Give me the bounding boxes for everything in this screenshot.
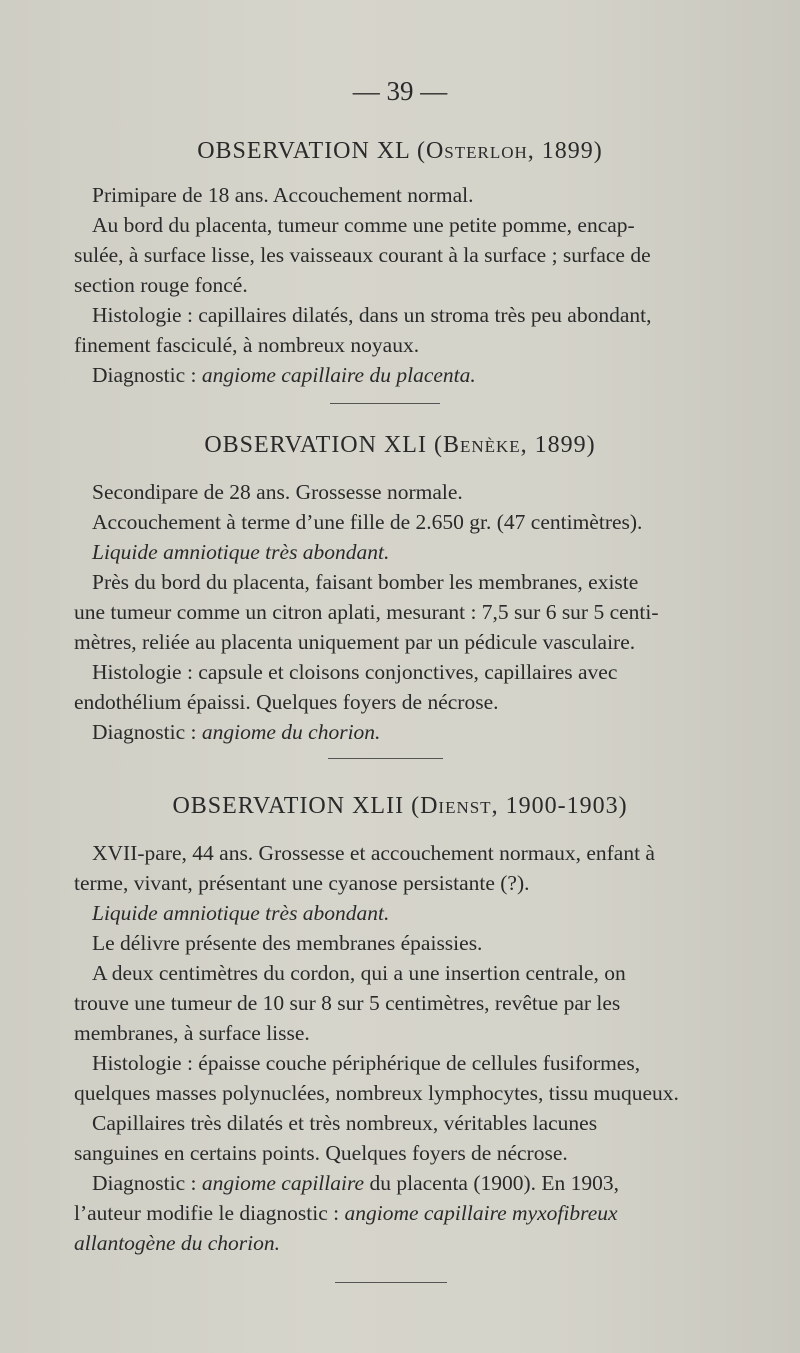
diagnostic-label: Diagnostic : [92, 363, 202, 387]
diagnostic-line [0, 722, 800, 744]
observation-title [20, 432, 780, 459]
text-line: sulée, à surface lisse, les vaisseaux courant à la surface ; surface de [74, 243, 651, 267]
diagnostic-line: allantogène du chorion. [74, 1231, 281, 1255]
diagnostic-line [0, 1203, 800, 1225]
title-year: , 1899) [527, 138, 603, 164]
section-divider [335, 1282, 447, 1283]
title-main: OBSERVATION XLI ( [204, 432, 443, 458]
text-line: Histologie : capsule et cloisons conjonctives, capillaires avec [92, 660, 618, 684]
diagnostic-text: du placenta (1900). En 1903, [364, 1171, 620, 1195]
title-main: OBSERVATION XL ( [197, 138, 426, 164]
diagnostic-line [0, 1173, 800, 1195]
text-line: quelques masses polynuclées, nombreux lymphocytes, tissu muqueux. [74, 1081, 679, 1105]
section-divider [328, 758, 443, 759]
text-line: Histologie : épaisse couche périphérique de cellules fusiformes, [92, 1051, 641, 1075]
title-year: , 1900-1903) [491, 793, 628, 819]
title-year: , 1899) [520, 432, 596, 458]
text-line: section rouge foncé. [74, 273, 248, 297]
text-line: Secondipare de 28 ans. Grossesse normale. [92, 480, 463, 504]
text-line: Primipare de 18 ans. Accouchement normal. [92, 183, 474, 207]
diagnostic-label: Diagnostic : [92, 720, 202, 744]
diagnostic-label: Diagnostic : [92, 1171, 202, 1195]
observation-title [20, 793, 780, 820]
text-line: finement fasciculé, à nombreux noyaux. [74, 333, 420, 357]
section-divider [330, 403, 440, 404]
text-line: Liquide amniotique très abondant. [92, 901, 390, 925]
title-author: Dienst [420, 793, 492, 819]
title-main: OBSERVATION XLII ( [172, 793, 421, 819]
text-line: sanguines en certains points. Quelques foyers de nécrose. [74, 1141, 568, 1165]
text-line: mètres, reliée au placenta uniquement par un pédicule vasculaire. [74, 630, 636, 654]
text-line: endothélium épaissi. Quelques foyers de nécrose. [74, 690, 499, 714]
observation-title [20, 138, 780, 165]
text-line: Capillaires très dilatés et très nombreux, véritables lacunes [92, 1111, 598, 1135]
diagnostic-text: l’auteur modifie le diagnostic : [74, 1201, 345, 1225]
text-line: terme, vivant, présentant une cyanose persistante (?). [74, 871, 530, 895]
text-line: une tumeur comme un citron aplati, mesurant : 7,5 sur 6 sur 5 centi- [74, 600, 659, 624]
text-line: Histologie : capillaires dilatés, dans un stroma très peu abondant, [92, 303, 652, 327]
text-line: Accouchement à terme d’une fille de 2.650 gr. (47 centimètres). [92, 510, 643, 534]
page-number: — 39 — [352, 76, 448, 106]
diagnostic-value: angiome du chorion. [201, 720, 381, 744]
title-author: Benèke [442, 432, 521, 458]
text-line: Au bord du placenta, tumeur comme une petite pomme, encap- [92, 213, 635, 237]
text-line: XVII-pare, 44 ans. Grossesse et accouchement normaux, enfant à [92, 841, 655, 865]
diagnostic-value: angiome capillaire myxofibreux [344, 1201, 618, 1225]
text-line: A deux centimètres du cordon, qui a une insertion centrale, on [92, 961, 626, 985]
title-author: Osterloh [425, 138, 528, 164]
diagnostic-value: angiome capillaire [201, 1171, 365, 1195]
text-line: trouve une tumeur de 10 sur 8 sur 5 centimètres, revêtue par les [74, 991, 621, 1015]
text-line: Près du bord du placenta, faisant bomber les membranes, existe [92, 570, 639, 594]
diagnostic-value: angiome capillaire du placenta. [201, 363, 476, 387]
text-line: membranes, à surface lisse. [74, 1021, 310, 1045]
text-line: Liquide amniotique très abondant. [92, 540, 390, 564]
diagnostic-line [0, 365, 800, 387]
text-line: Le délivre présente des membranes épaissies. [92, 931, 483, 955]
